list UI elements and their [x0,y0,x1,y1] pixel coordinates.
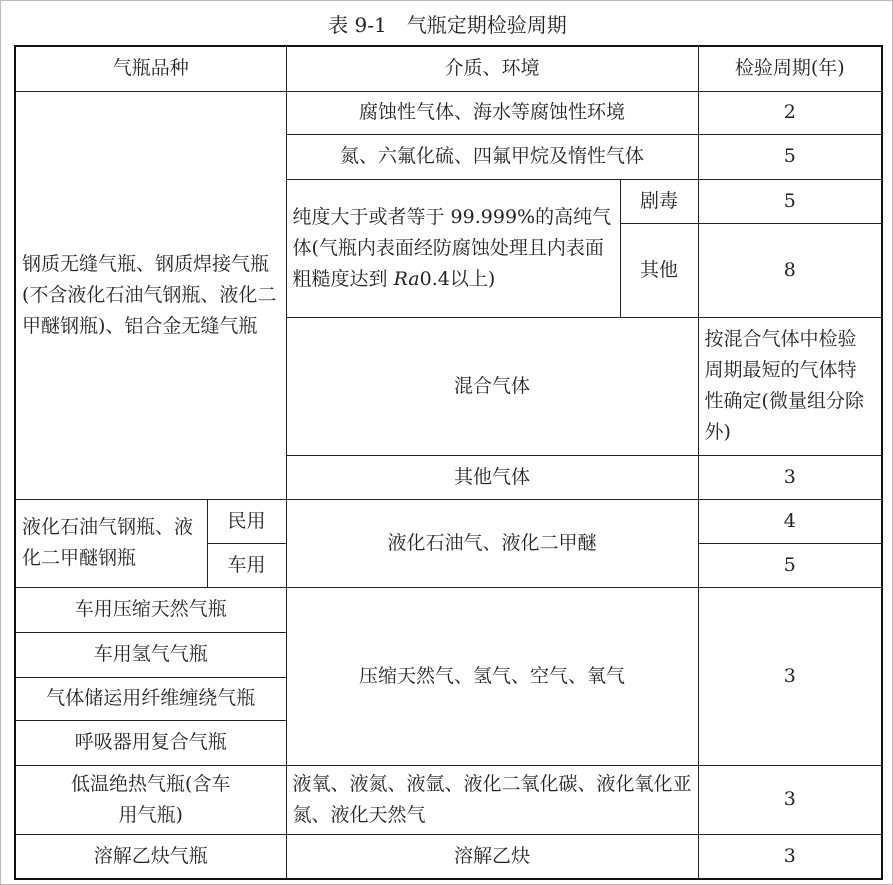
medium-cell: 腐蚀性气体、海水等腐蚀性环境 [286,91,698,134]
high-purity-text-b: 0.4以上) [419,267,496,290]
medium-cell: 氮、六氟化硫、四氟甲烷及惰性气体 [286,134,698,179]
period-cell: 5 [698,179,882,223]
inspection-period-table [14,45,883,880]
period-cell: 5 [698,543,882,587]
steel-type-cell: 钢质无缝气瓶、钢质焊接气瓶(不含液化石油气钢瓶、液化二甲醚钢瓶)、铝合金无缝气瓶 [15,91,286,499]
period-cell: 3 [698,455,882,499]
type-cell: 车用氢气气瓶 [15,632,286,677]
lpg-type-cell: 液化石油气钢瓶、液化二甲醚钢瓶 [15,499,207,587]
table-row [15,499,882,543]
table-row [15,765,882,834]
ra-symbol: Ra [393,267,420,290]
period-cell: 按混合气体中检验周期最短的气体特性确定(微量组分除外) [698,317,882,455]
header-period: 检验周期(年) [698,46,882,91]
type-cell: 气体储运用纤维缠绕气瓶 [15,677,286,720]
other-label: 其他 [620,223,698,317]
period-cell: 8 [698,223,882,317]
medium-cell: 混合气体 [286,317,698,455]
table-row [15,834,882,879]
high-purity-text-a: 纯度大于或者等于 99.999%的高纯气体(气瓶内表面经防腐蚀处理且内表面粗糙度达到 [292,205,612,290]
medium-cell: 其他气体 [286,455,698,499]
toxic-label: 剧毒 [620,179,698,223]
table-row [15,91,882,134]
medium-cell: 压缩天然气、氢气、空气、氧气 [286,587,698,765]
type-cell: 呼吸器用复合气瓶 [15,720,286,765]
period-cell: 3 [698,834,882,879]
civil-label: 民用 [207,499,286,543]
type-cell: 车用压缩天然气瓶 [15,587,286,632]
period-cell: 4 [698,499,882,543]
type-cell: 低温绝热气瓶(含车用气瓶) [15,765,286,834]
medium-cell: 液氧、液氮、液氩、液化二氧化碳、液化氧化亚氮、液化天然气 [286,765,698,834]
type-cell: 溶解乙炔气瓶 [15,834,286,879]
header-type: 气瓶品种 [15,46,286,91]
period-cell: 3 [698,765,882,834]
vehicle-label: 车用 [207,543,286,587]
header-medium: 介质、环境 [286,46,698,91]
medium-cell: 溶解乙炔 [286,834,698,879]
high-purity-cell [286,179,620,317]
period-cell: 5 [698,134,882,179]
period-cell: 2 [698,91,882,134]
table-row [15,587,882,632]
medium-cell: 液化石油气、液化二甲醚 [286,499,698,587]
period-cell: 3 [698,587,882,765]
header-row [15,46,882,91]
table-title: 表 9-1 气瓶定期检验周期 [328,13,567,37]
